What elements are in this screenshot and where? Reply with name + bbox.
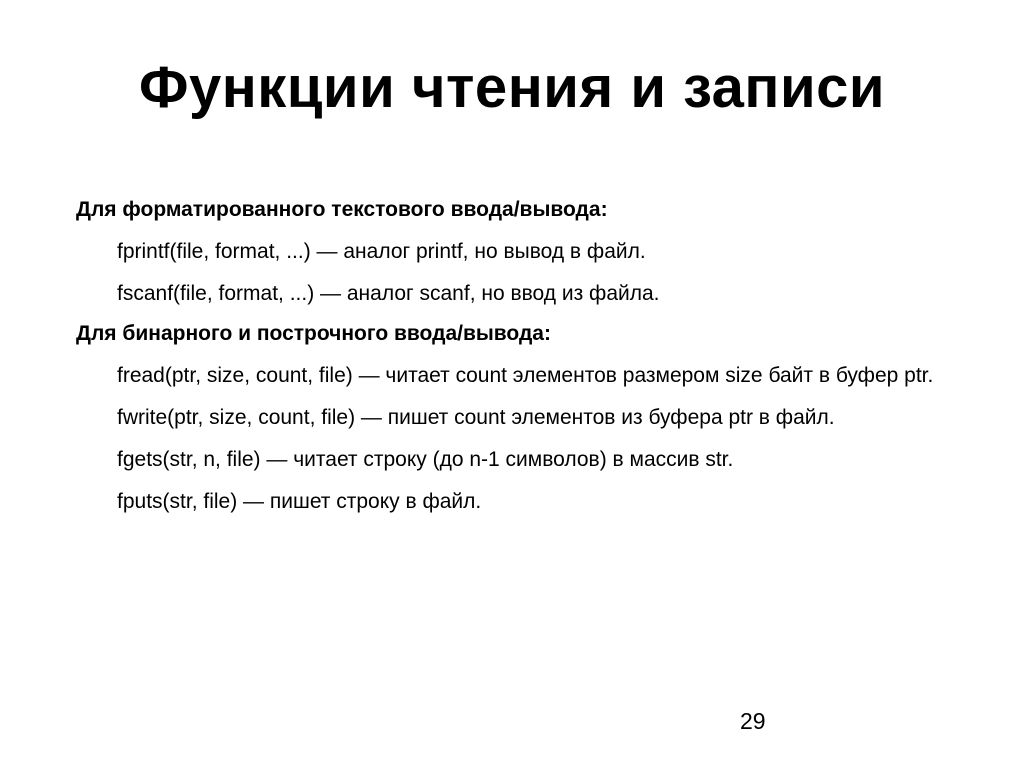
list-item-fread: fread(ptr, size, count, file) — читает count элементов размером size байт в буфер ptr. — [117, 364, 934, 387]
list-item-fputs: fputs(str, file) — пишет строку в файл. — [117, 490, 482, 513]
list-item-fscanf: fscanf(file, format, ...) — аналог scanf, но ввод из файла. — [117, 282, 660, 305]
list-item-fwrite: fwrite(ptr, size, count, file) — пишет count элементов из буфера ptr в файл. — [117, 406, 835, 429]
section-heading-binary-io: Для бинарного и построчного ввода/вывода: — [76, 322, 551, 345]
slide-title: Функции чтения и записи — [138, 55, 886, 120]
list-item-fprintf: fprintf(file, format, ...) — аналог printf, но вывод в файл. — [117, 240, 646, 263]
slide-content — [76, 196, 996, 529]
page-number: 29 — [740, 708, 766, 734]
section-heading-formatted-io: Для форматированного текстового ввода/вывода: — [76, 198, 608, 221]
list-item-fgets: fgets(str, n, file) — читает строку (до n-1 символов) в массив str. — [117, 448, 734, 471]
